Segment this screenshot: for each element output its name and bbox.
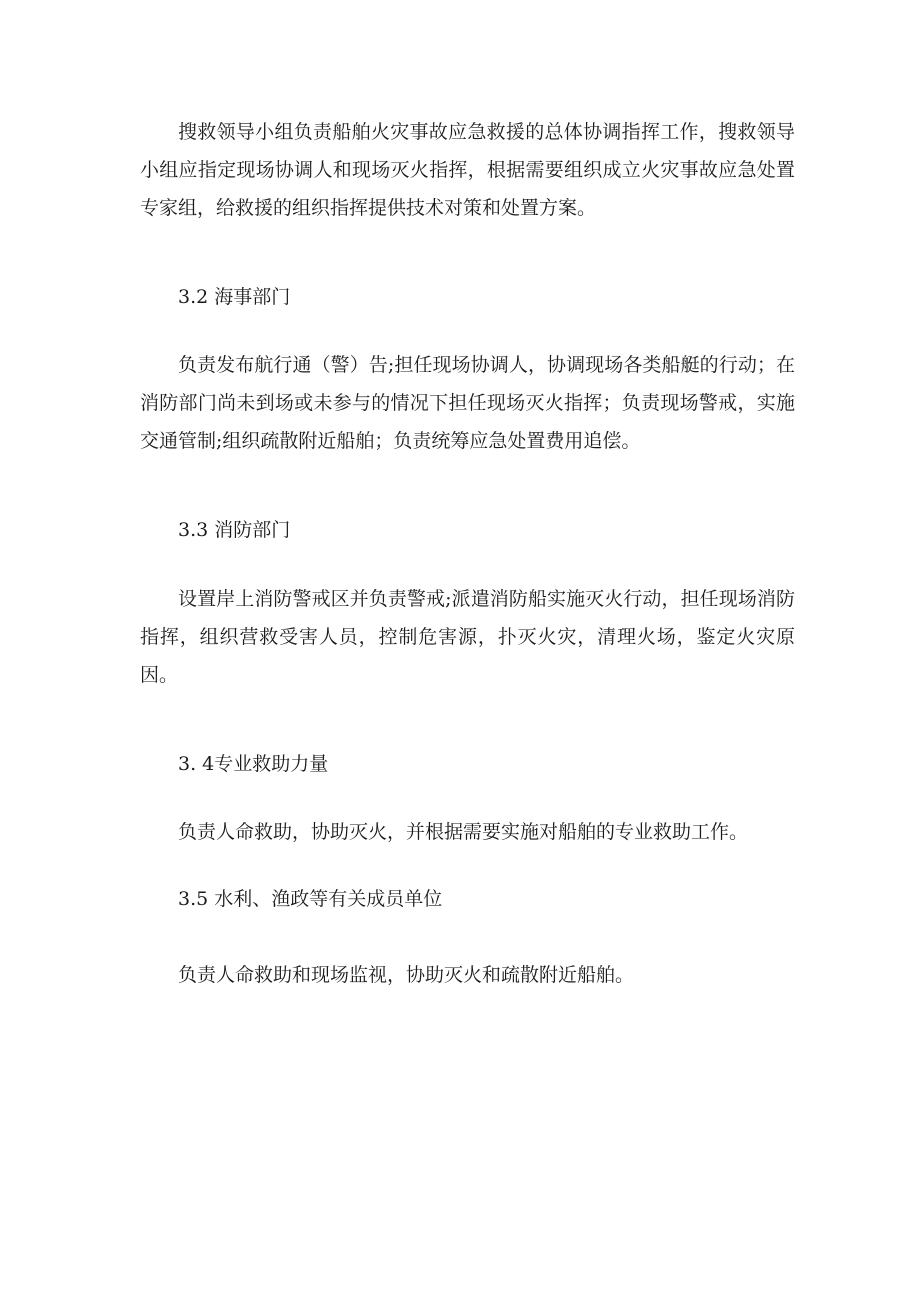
section-heading-3-4: 3. 4专业救助力量 — [178, 753, 329, 775]
section-heading-3-3: 3.3 消防部门 — [178, 519, 291, 541]
section-heading-3-2: 3.2 海事部门 — [178, 286, 291, 308]
paragraph-professional-rescue: 负责人命救助，协助灭火，并根据需要实施对船舶的专业救助工作。 — [178, 821, 749, 843]
paragraph-member-units: 负责人命救助和现场监视，协助灭火和疏散附近船舶。 — [178, 964, 635, 986]
paragraph-search-leadership: 搜救领导小组负责船舶火灾事故应急救援的总体协调指挥工作，搜救领导小组应指定现场协调人和现场灭火指挥，根据需要组织成立火灾事故应急处置专家组，给救援的组织指挥提供技术对策和处置方案。 — [140, 121, 795, 219]
paragraph-maritime-department: 负责发布航行通（警）告;担任现场协调人，协调现场各类船艇的行动；在消防部门尚未到场或未参与的情况下担任现场灭火指挥；负责现场警戒，实施交通管制;组织疏散附近船舶；负责统筹应急处置费用追偿。 — [140, 354, 795, 452]
section-heading-3-5: 3.5 水利、渔政等有关成员单位 — [178, 888, 443, 910]
paragraph-fire-department: 设置岸上消防警戒区并负责警戒;派遣消防船实施灭火行动，担任现场消防指挥，组织营救受害人员，控制危害源，扑灭火灾，清理火场，鉴定火灾原因。 — [140, 588, 795, 686]
